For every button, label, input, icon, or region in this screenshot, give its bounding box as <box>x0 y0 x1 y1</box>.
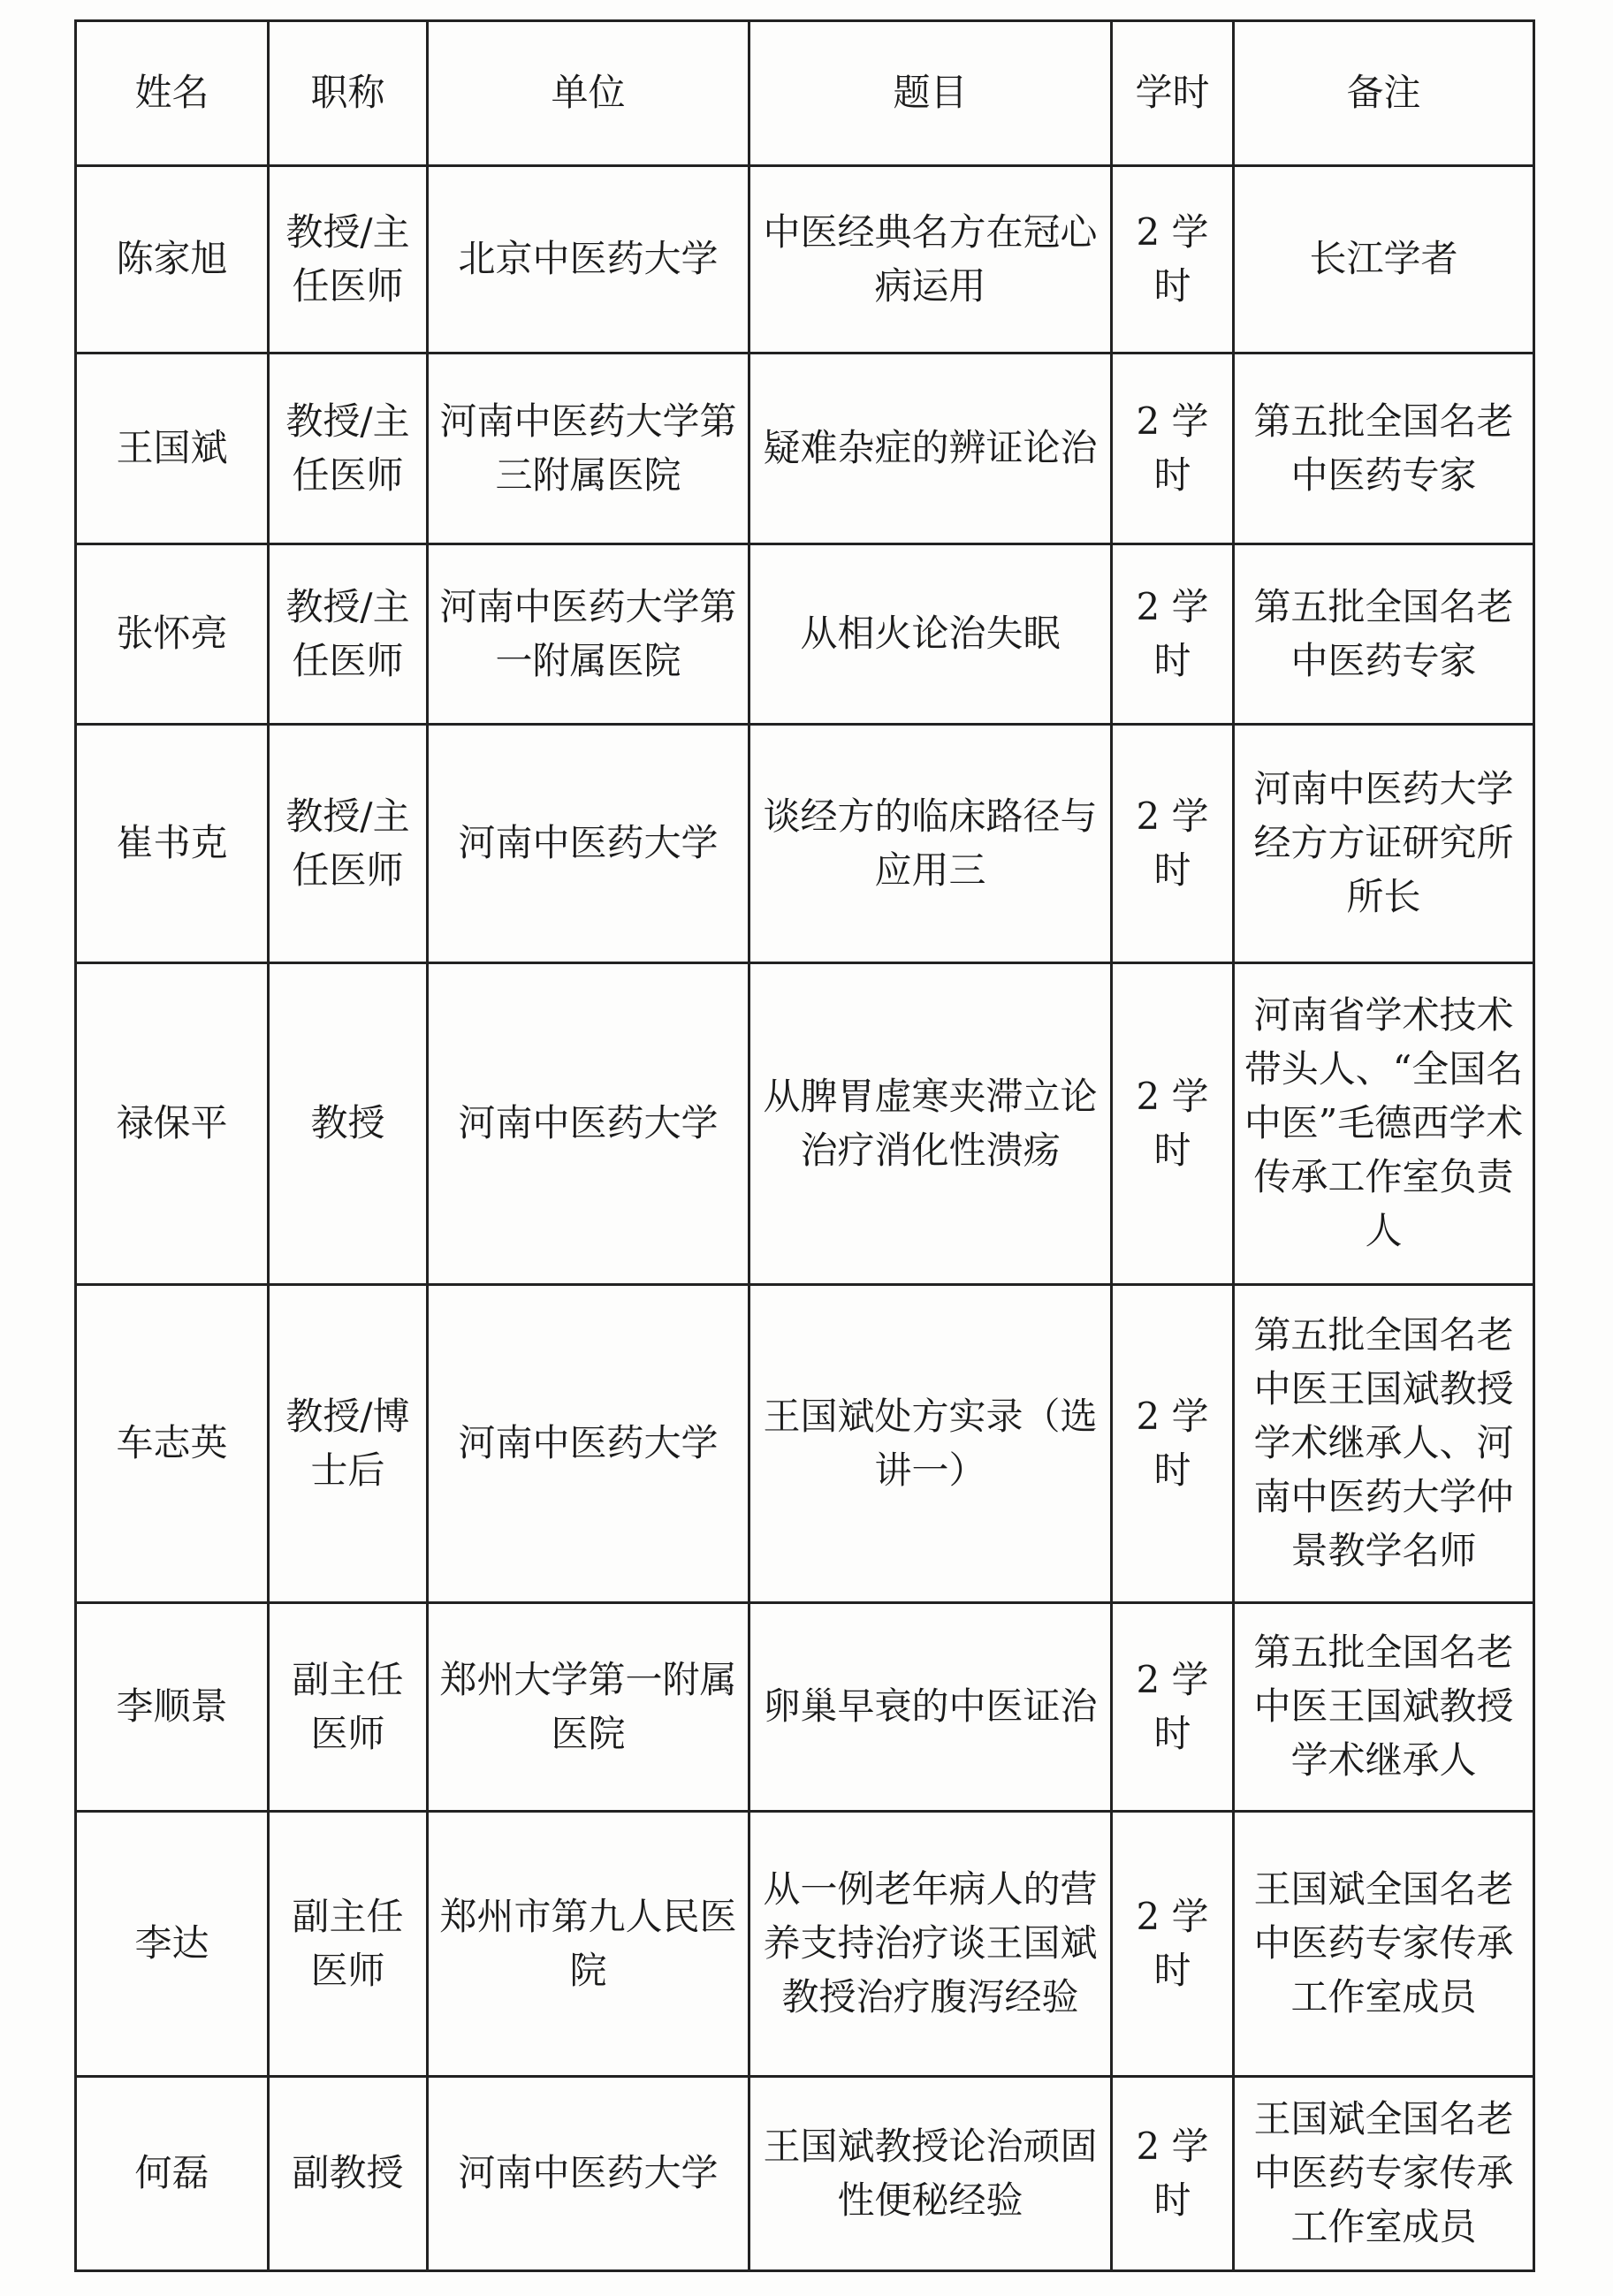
cell-unit: 北京中医药大学 <box>428 166 749 354</box>
cell-note: 河南省学术技术带头人、“全国名中医”毛德西学术传承工作室负责人 <box>1234 963 1534 1285</box>
table-row <box>76 1285 1534 1603</box>
table-row <box>76 1603 1534 1812</box>
cell-hours: 2 学时 <box>1112 1812 1234 2077</box>
cell-unit: 河南中医药大学 <box>428 1285 749 1603</box>
cell-hours: 2 学时 <box>1112 166 1234 354</box>
header-unit: 单位 <box>428 21 749 166</box>
cell-title: 副主任医师 <box>269 1603 428 1812</box>
table-row <box>76 166 1534 354</box>
table-row <box>76 725 1534 963</box>
cell-note: 王国斌全国名老中医药专家传承工作室成员 <box>1234 2077 1534 2271</box>
cell-hours: 2 学时 <box>1112 963 1234 1285</box>
cell-unit: 郑州大学第一附属医院 <box>428 1603 749 1812</box>
cell-unit: 河南中医药大学第三附属医院 <box>428 354 749 544</box>
cell-unit: 河南中医药大学 <box>428 725 749 963</box>
cell-topic: 中医经典名方在冠心病运用 <box>749 166 1112 354</box>
cell-hours: 2 学时 <box>1112 1603 1234 1812</box>
cell-title: 教授/主任医师 <box>269 354 428 544</box>
cell-name: 王国斌 <box>76 354 269 544</box>
cell-topic: 王国斌处方实录（选讲一） <box>749 1285 1112 1603</box>
table-row <box>76 544 1534 725</box>
cell-title: 教授/主任医师 <box>269 544 428 725</box>
cell-note: 第五批全国名老中医王国斌教授学术继承人、河南中医药大学仲景教学名师 <box>1234 1285 1534 1603</box>
cell-topic: 从一例老年病人的营养支持治疗谈王国斌教授治疗腹泻经验 <box>749 1812 1112 2077</box>
cell-title: 副教授 <box>269 2077 428 2271</box>
cell-hours: 2 学时 <box>1112 354 1234 544</box>
header-hours: 学时 <box>1112 21 1234 166</box>
cell-name: 崔书克 <box>76 725 269 963</box>
cell-name: 李达 <box>76 1812 269 2077</box>
cell-hours: 2 学时 <box>1112 2077 1234 2271</box>
cell-topic: 谈经方的临床路径与应用三 <box>749 725 1112 963</box>
cell-unit: 郑州市第九人民医院 <box>428 1812 749 2077</box>
cell-title: 教授/主任医师 <box>269 725 428 963</box>
cell-name: 何磊 <box>76 2077 269 2271</box>
table-row <box>76 2077 1534 2271</box>
cell-note: 王国斌全国名老中医药专家传承工作室成员 <box>1234 1812 1534 2077</box>
header-name: 姓名 <box>76 21 269 166</box>
lecture-schedule-table <box>74 19 1535 2272</box>
cell-topic: 从相火论治失眠 <box>749 544 1112 725</box>
cell-name: 李顺景 <box>76 1603 269 1812</box>
table-header-row <box>76 21 1534 166</box>
cell-unit: 河南中医药大学 <box>428 963 749 1285</box>
header-note: 备注 <box>1234 21 1534 166</box>
table-row <box>76 1812 1534 2077</box>
cell-note: 第五批全国名老中医王国斌教授学术继承人 <box>1234 1603 1534 1812</box>
cell-title: 副主任医师 <box>269 1812 428 2077</box>
cell-name: 禄保平 <box>76 963 269 1285</box>
cell-name: 陈家旭 <box>76 166 269 354</box>
cell-note: 长江学者 <box>1234 166 1534 354</box>
cell-name: 车志英 <box>76 1285 269 1603</box>
cell-title: 教授/主任医师 <box>269 166 428 354</box>
cell-name: 张怀亮 <box>76 544 269 725</box>
cell-topic: 卵巢早衰的中医证治 <box>749 1603 1112 1812</box>
cell-hours: 2 学时 <box>1112 544 1234 725</box>
cell-unit: 河南中医药大学 <box>428 2077 749 2271</box>
cell-title: 教授/博士后 <box>269 1285 428 1603</box>
header-title: 职称 <box>269 21 428 166</box>
cell-note: 第五批全国名老中医药专家 <box>1234 354 1534 544</box>
cell-note: 第五批全国名老中医药专家 <box>1234 544 1534 725</box>
cell-hours: 2 学时 <box>1112 725 1234 963</box>
cell-hours: 2 学时 <box>1112 1285 1234 1603</box>
cell-unit: 河南中医药大学第一附属医院 <box>428 544 749 725</box>
header-topic: 题目 <box>749 21 1112 166</box>
cell-topic: 疑难杂症的辨证论治 <box>749 354 1112 544</box>
table-row <box>76 963 1534 1285</box>
cell-title: 教授 <box>269 963 428 1285</box>
cell-topic: 王国斌教授论治顽固性便秘经验 <box>749 2077 1112 2271</box>
cell-topic: 从脾胃虚寒夹滞立论治疗消化性溃疡 <box>749 963 1112 1285</box>
cell-note: 河南中医药大学经方方证研究所所长 <box>1234 725 1534 963</box>
table-row <box>76 354 1534 544</box>
